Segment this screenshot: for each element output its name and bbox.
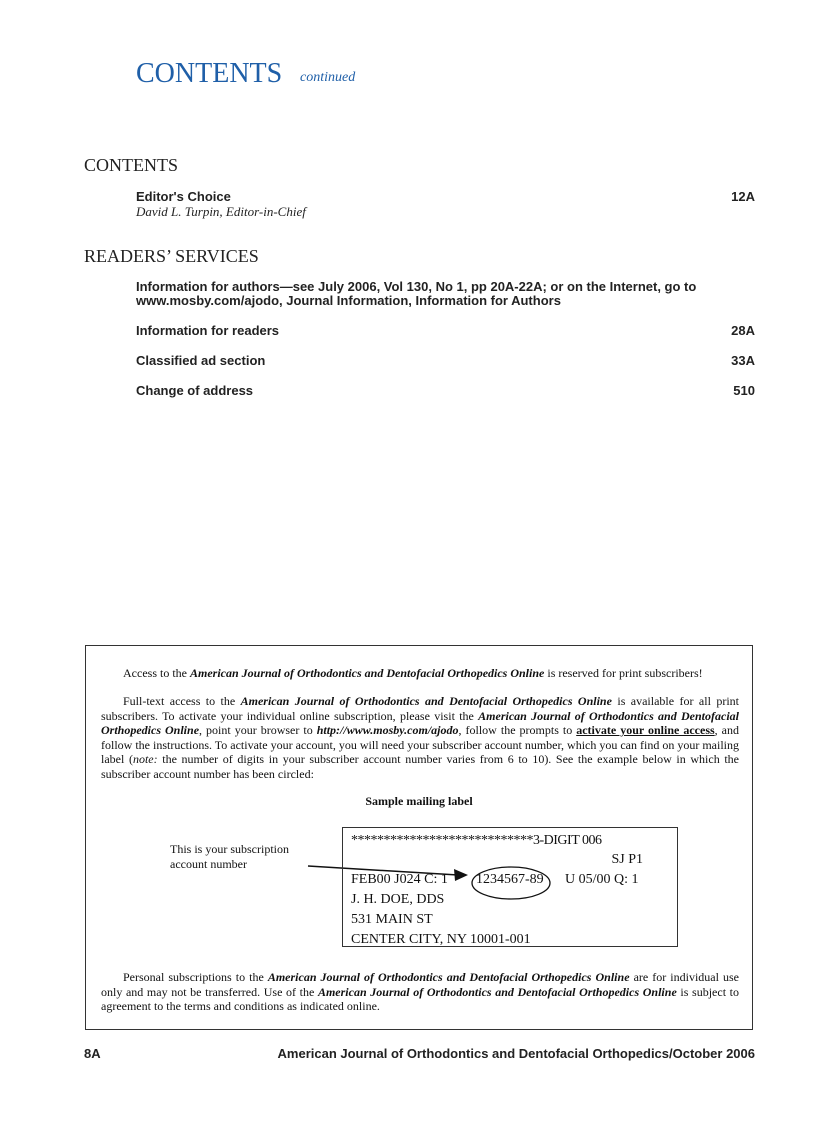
- toc-entry[interactable]: [136, 189, 755, 220]
- text: is subject to agreement to the terms and conditions as indicated online.: [101, 984, 740, 1013]
- entry-author: David L. Turpin, Editor-in-Chief: [136, 204, 306, 219]
- label-line-3a: FEB00 J024 C: 1: [351, 872, 448, 887]
- continued-label: continued: [300, 70, 356, 85]
- toc-entry[interactable]: [136, 383, 755, 398]
- label-line-3b: U 05/00 Q: 1: [565, 872, 639, 887]
- sample-mailing-label: [342, 827, 678, 947]
- text: Access to the: [123, 666, 190, 680]
- journal-url[interactable]: http://www.mosby.com/ajodo: [316, 723, 459, 737]
- toc-entry[interactable]: [136, 280, 716, 308]
- journal-name: American Journal of Orthodontics and Dentofacial Orthopedics Online: [189, 666, 545, 680]
- entry-page: 28A: [731, 323, 755, 338]
- label-line-6: CENTER CITY, NY 10001-001: [351, 932, 531, 947]
- text: , and follow the instructions. To activate your account, you will need your subscriber account number, which you can find on your mailing label (: [101, 723, 740, 766]
- text: is reserved for print subscribers!: [544, 666, 703, 680]
- entry-page: 12A: [731, 189, 755, 204]
- sample-label-heading: Sample mailing label: [365, 794, 473, 808]
- label-line-4: J. H. DOE, DDS: [351, 892, 445, 907]
- toc-entry[interactable]: [136, 323, 755, 338]
- journal-name: American Journal of Orthodontics and Dentofacial Orthopedics Online: [240, 694, 612, 708]
- notice-paragraph-1: [101, 666, 739, 681]
- text: the number of digits in your subscriber account number varies from 6 to 10). See the example below in which the subscriber account number has been circled:: [101, 752, 739, 781]
- note-label: note:: [132, 752, 158, 766]
- footer-page-number: 8A: [84, 1046, 101, 1061]
- entry-title: Classified ad section: [136, 353, 266, 368]
- text: , follow the prompts to: [458, 723, 577, 737]
- callout-text: This is your subscription account number: [170, 842, 289, 871]
- label-line-1: ****************************3-DIGIT 006: [351, 833, 602, 848]
- entry-title: Information for authors—see July 2006, Vol 130, No 1, pp 20A-22A; or on the Internet, go to www.mosby.com/ajodo, Journal Information, Information for Authors: [136, 279, 697, 308]
- notice-paragraph-3: [101, 970, 739, 1014]
- toc-entry[interactable]: [136, 353, 755, 368]
- entry-title: Change of address: [136, 383, 254, 398]
- text: Personal subscriptions to the: [123, 970, 268, 984]
- text: Full-text access to the: [123, 694, 241, 708]
- page-footer: [84, 1046, 755, 1061]
- page-title: CONTENTS: [136, 58, 283, 89]
- entry-page: 33A: [731, 353, 755, 368]
- footer-journal: American Journal of Orthodontics and Dentofacial Orthopedics/October 2006: [277, 1046, 755, 1061]
- section-heading-readers-services: READERS’ SERVICES: [84, 246, 259, 266]
- activate-online-access-link[interactable]: activate your online access: [576, 723, 715, 737]
- account-circle-icon: [469, 864, 553, 902]
- entry-title: Editor's Choice: [136, 189, 231, 204]
- text: are for individual use only and may not be transferred. Use of the: [101, 970, 740, 999]
- label-line-2: SJ P1: [611, 852, 643, 867]
- journal-name: American Journal of Orthodontics and Dentofacial Orthopedics Online: [267, 970, 630, 984]
- section-heading-contents: CONTENTS: [84, 155, 178, 175]
- text: is available for all print subscribers. To activate your individual online subscription, please visit the: [101, 694, 739, 723]
- notice-paragraph-2: [101, 694, 739, 781]
- label-line-5: 531 MAIN ST: [351, 912, 433, 927]
- journal-name: American Journal of Orthodontics and Dentofacial Orthopedics Online: [101, 708, 739, 737]
- account-number: 1234567-89: [476, 872, 544, 887]
- text: , point your browser to: [199, 723, 317, 737]
- journal-name: American Journal of Orthodontics and Dentofacial Orthopedics Online: [317, 984, 677, 999]
- entry-title: Information for readers: [136, 323, 280, 338]
- entry-page: 510: [733, 383, 755, 398]
